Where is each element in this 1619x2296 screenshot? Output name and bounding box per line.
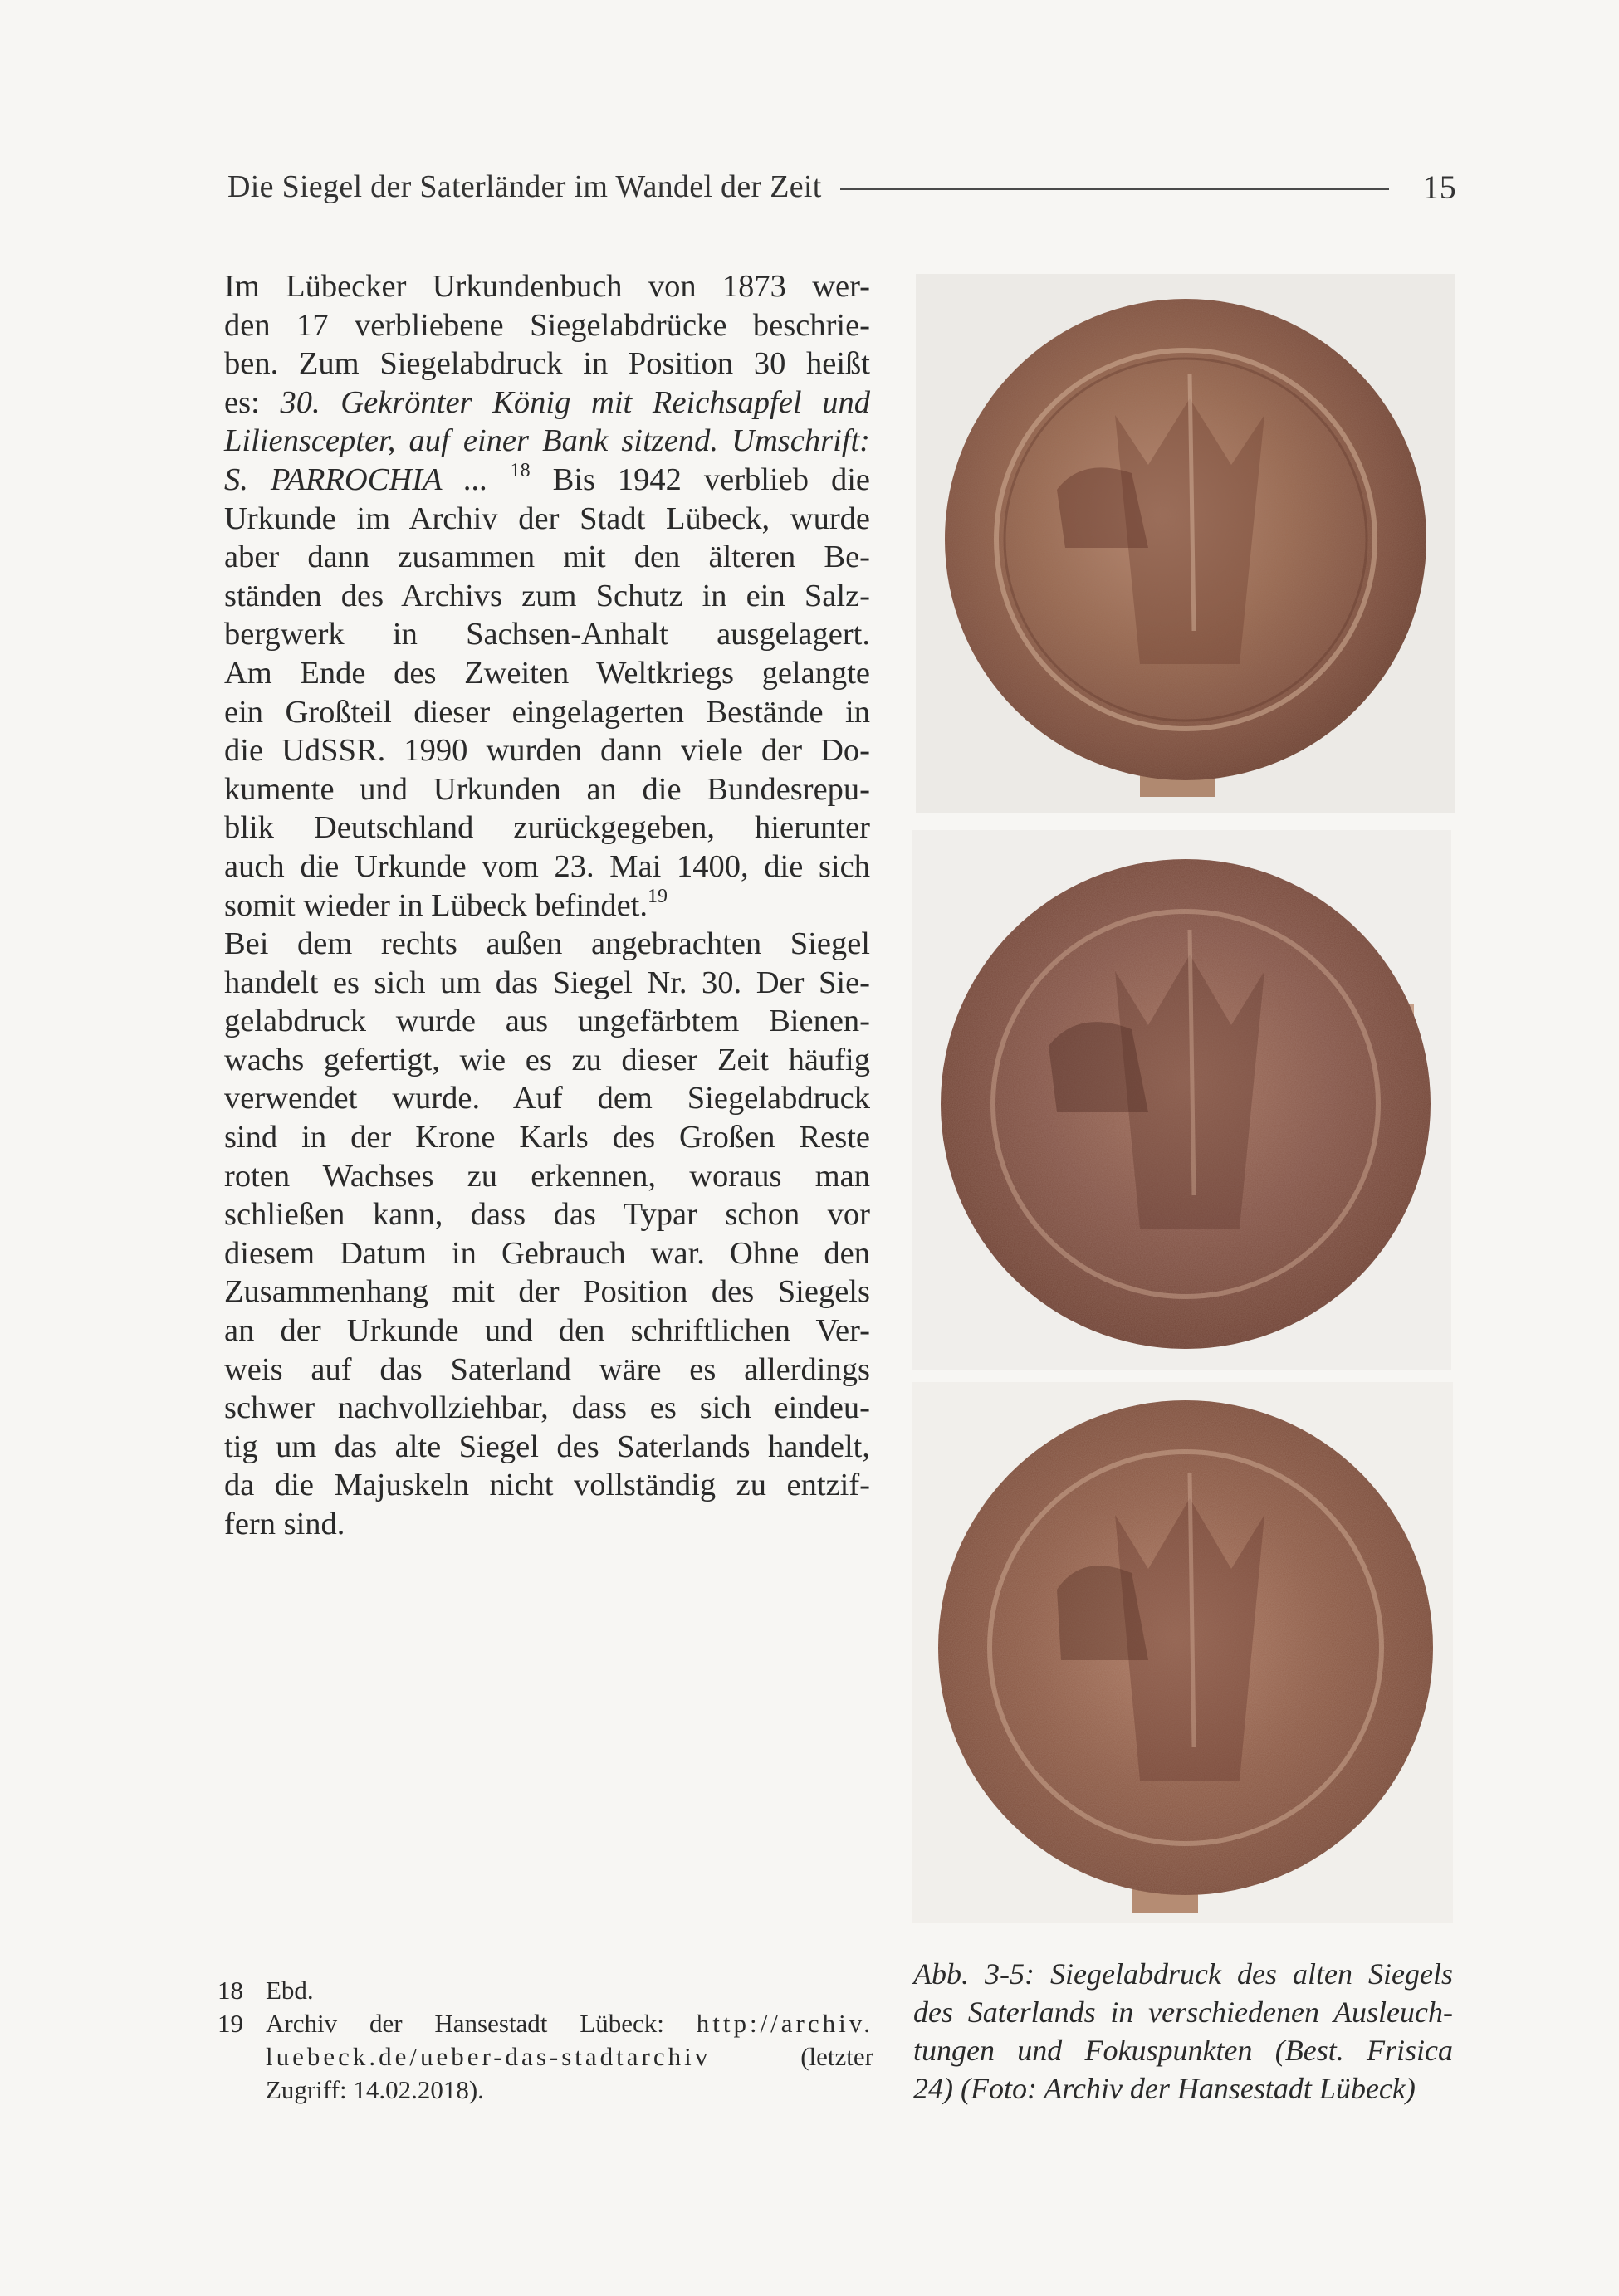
body-line: Im Lübecker Urkundenbuch von 1873 wer- xyxy=(224,269,870,304)
body-line: Am Ende des Zweiten Weltkriegs gelangte xyxy=(224,655,870,691)
seal-photo-3 xyxy=(912,1382,1453,1923)
wax-seal-image xyxy=(912,830,1451,1370)
body-text xyxy=(224,267,870,1544)
wax-seal-image xyxy=(916,274,1455,813)
caption-line: tungen und Fokuspunkten (Best. Frisica xyxy=(913,2034,1453,2067)
body-line-text: somit wieder in Lübeck befindet. xyxy=(224,887,648,923)
seal-photo-1 xyxy=(916,274,1455,813)
caption-line: Abb. 3-5: Siegelabdruck des alten Siegels xyxy=(913,1957,1453,1991)
footnote-line xyxy=(266,2040,873,2074)
body-line: blik Deutschland zurückgegeben, hierunter xyxy=(224,810,870,846)
body-line xyxy=(224,461,870,500)
body-line: kumente und Urkunden an die Bundesrepu- xyxy=(224,771,870,807)
body-line: da die Majuskeln nicht vollständig zu entzif- xyxy=(224,1468,870,1503)
footnote-ref[interactable]: 19 xyxy=(647,885,668,907)
footnote-ref[interactable]: 18 xyxy=(510,460,531,482)
body-line: aber dann zusammen mit den älteren Be- xyxy=(224,540,870,575)
page-number: 15 xyxy=(1422,168,1456,206)
header-rule xyxy=(840,188,1390,190)
footnote-line xyxy=(266,2007,873,2040)
wax-seal-image xyxy=(912,1382,1453,1923)
body-line: bergwerk in Sachsen-Anhalt ausgelagert. xyxy=(224,617,870,652)
footnote-19 xyxy=(218,2007,873,2107)
body-line: an der Urkunde und den schriftlichen Ver- xyxy=(224,1313,870,1349)
body-line: Zusammenhang mit der Position des Siegels xyxy=(224,1274,870,1310)
footnotes xyxy=(218,1974,873,2107)
body-line: gelabdruck wurde aus ungefärbtem Bienen- xyxy=(224,1004,870,1039)
footnote-text: Ebd. xyxy=(266,1976,314,2005)
body-line: die UdSSR. 1990 wurden dann viele der Do- xyxy=(224,733,870,769)
running-header xyxy=(227,158,1456,216)
body-line: schließen kann, dass das Typar schon vor xyxy=(224,1197,870,1233)
body-line xyxy=(224,887,870,926)
body-line: schwer nachvollziehbar, dass es sich eindeu- xyxy=(224,1390,870,1426)
quote-italic: Lilienscepter, auf einer Bank sitzend. Umschrift: xyxy=(224,423,870,459)
figure-caption xyxy=(913,1955,1453,2108)
body-line: wachs gefertigt, wie es zu dieser Zeit häufig xyxy=(224,1042,870,1077)
body-line: ständen des Archivs zum Schutz in ein Salz- xyxy=(224,578,870,613)
body-line: sind in der Krone Karls des Großen Reste xyxy=(224,1120,870,1155)
body-line xyxy=(224,383,870,423)
body-line: ben. Zum Siegelabdruck in Position 30 heißt xyxy=(224,346,870,382)
body-line: handelt es sich um das Siegel Nr. 30. Der Sie- xyxy=(224,965,870,1000)
body-line-start: es: xyxy=(224,384,281,420)
footnote-18 xyxy=(218,1974,873,2007)
quote-italic: 30. Gekrönter König mit Reichsapfel und xyxy=(280,384,870,420)
footnote-source: Archiv der Hansestadt Lübeck: xyxy=(266,2009,697,2038)
footnote-number: 18 xyxy=(218,1976,243,2005)
body-line: verwendet wurde. Auf dem Siegelabdruck xyxy=(224,1081,870,1116)
body-line: roten Wachses zu erkennen, woraus man xyxy=(224,1158,870,1194)
body-line: ein Großteil dieser eingelagerten Bestände in xyxy=(224,694,870,730)
footnote-number: 19 xyxy=(218,2009,243,2038)
footnote-line: Zugriff: 14.02.2018). xyxy=(266,2075,484,2104)
body-line: fern sind. xyxy=(224,1507,345,1541)
body-line: auch die Urkunde vom 23. Mai 1400, die sich xyxy=(224,848,870,884)
body-line: Bei dem rechts außen angebrachten Siegel xyxy=(224,926,870,962)
caption-line: 24) (Foto: Archiv der Hansestadt Lübeck) xyxy=(913,2072,1416,2105)
seal-photo-2 xyxy=(912,830,1451,1370)
body-line-end: Bis 1942 verblieb die xyxy=(552,462,870,497)
body-line: weis auf das Saterland wäre es allerdings xyxy=(224,1351,870,1387)
running-header-title: Die Siegel der Saterländer im Wandel der Zeit xyxy=(227,169,822,204)
footnote-text xyxy=(266,2007,873,2107)
body-line: diesem Datum in Gebrauch war. Ohne den xyxy=(224,1235,870,1271)
body-line: Urkunde im Archiv der Stadt Lübeck, wurde xyxy=(224,501,870,536)
body-line xyxy=(224,422,870,461)
body-line: tig um das alte Siegel des Saterlands handelt, xyxy=(224,1429,870,1464)
body-line: den 17 verbliebene Siegelabdrücke beschrie- xyxy=(224,307,870,343)
footnote-url-part[interactable]: luebeck.de/ueber-das-stadtarchiv xyxy=(266,2042,712,2071)
caption-line: des Saterlands in verschiedenen Ausleuch- xyxy=(913,1996,1453,2029)
quote-italic: S. PARROCHIA ... xyxy=(224,462,488,497)
footnote-url-part[interactable]: http://archiv. xyxy=(696,2009,873,2038)
footnote-access: (letzter xyxy=(711,2042,873,2071)
